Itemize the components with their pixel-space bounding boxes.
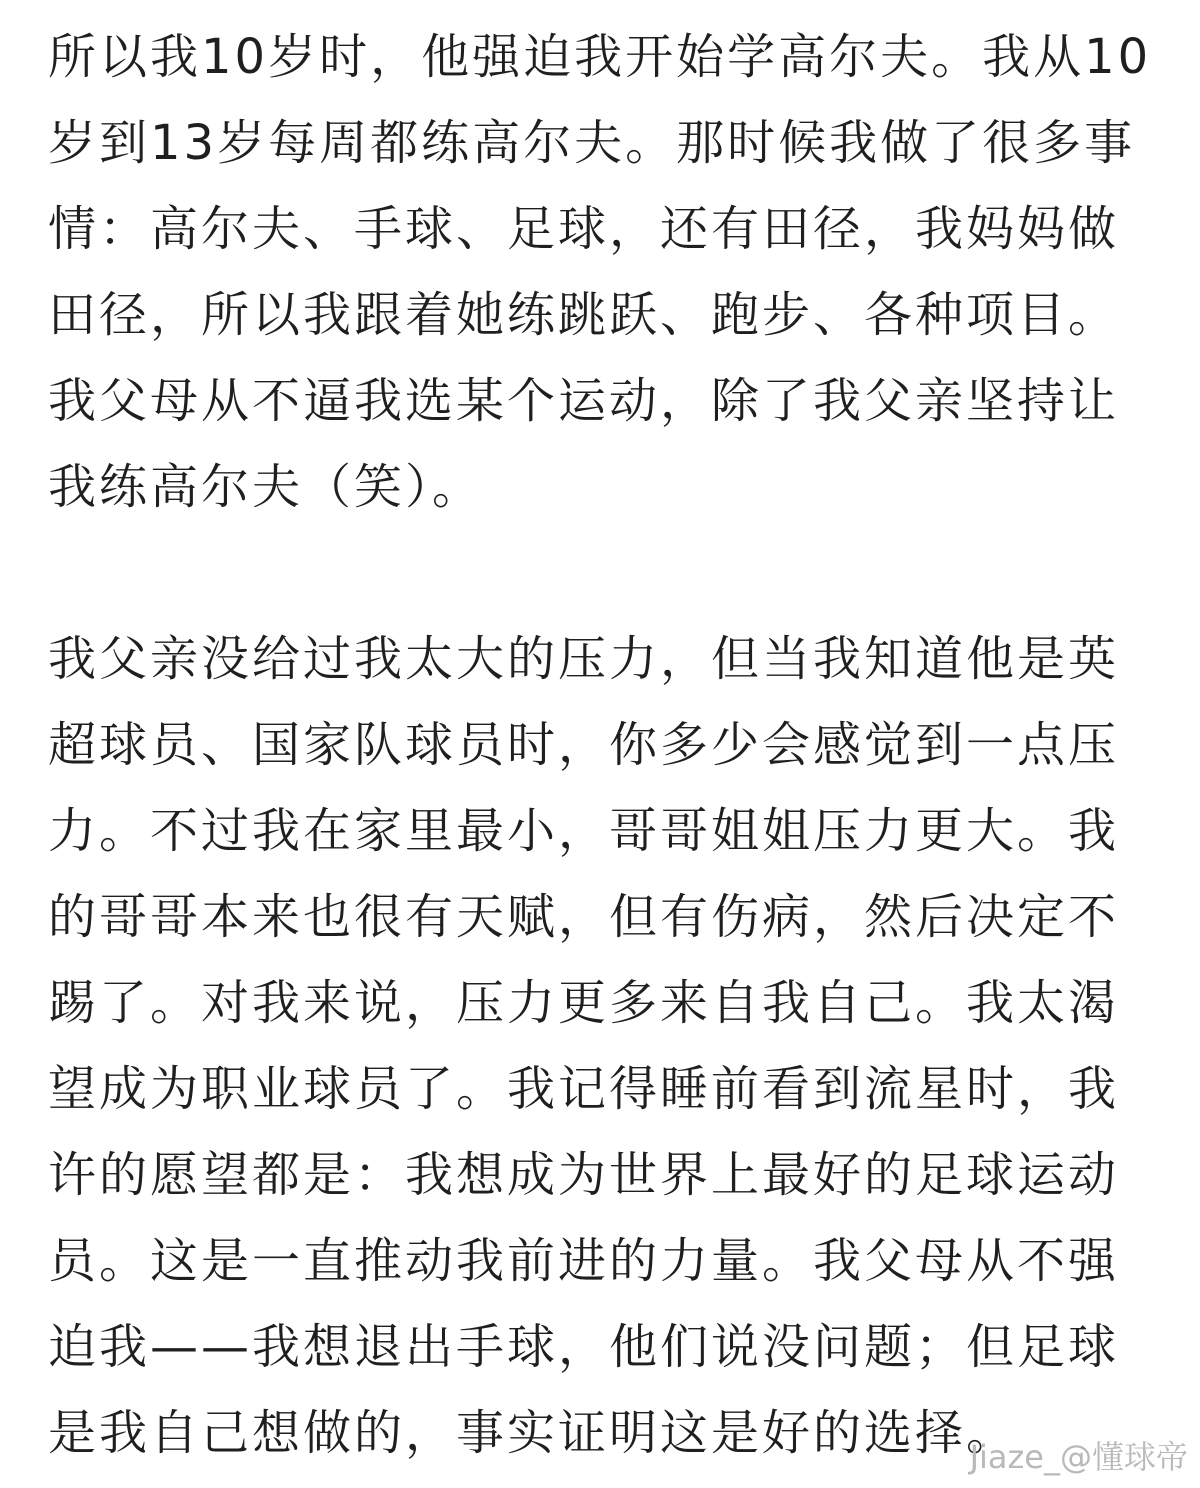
text-line: 情：高尔夫、手球、足球，还有田径，我妈妈做 [48, 201, 1120, 257]
paragraph-2 [48, 616, 1158, 1476]
text-line: 是我自己想做的，事实证明这是好的选择。 [48, 1405, 1018, 1461]
text-line: 迫我——我想退出手球，他们说没问题；但足球 [48, 1319, 1120, 1375]
text-line: 员。这是一直推动我前进的力量。我父母从不强 [48, 1233, 1120, 1289]
text-line: 田径，所以我跟着她练跳跃、跑步、各种项目。 [48, 287, 1120, 343]
paragraph-1 [48, 14, 1158, 530]
text-line: 岁到13岁每周都练高尔夫。那时候我做了很多事 [48, 115, 1136, 171]
text-line: 超球员、国家队球员时，你多少会感觉到一点压 [48, 717, 1120, 773]
text-line: 的哥哥本来也很有天赋，但有伤病，然后决定不 [48, 889, 1120, 945]
text-line: 我父亲没给过我太大的压力，但当我知道他是英 [48, 631, 1120, 687]
text-line: 望成为职业球员了。我记得睡前看到流星时，我 [48, 1061, 1120, 1117]
text-line: 力。不过我在家里最小，哥哥姐姐压力更大。我 [48, 803, 1120, 859]
text-line: 所以我10岁时，他强迫我开始学高尔夫。我从10 [48, 29, 1152, 85]
paragraph-spacer [48, 530, 1158, 616]
article-body [48, 14, 1158, 1476]
text-line: 许的愿望都是：我想成为世界上最好的足球运动 [48, 1147, 1120, 1203]
text-line: 我练高尔夫（笑）。 [48, 459, 484, 515]
text-line: 踢了。对我来说，压力更多来自我自己。我太渴 [48, 975, 1120, 1031]
watermark: Jiaze_@懂球帝 [969, 1438, 1188, 1476]
text-line: 我父母从不逼我选某个运动，除了我父亲坚持让 [48, 373, 1120, 429]
